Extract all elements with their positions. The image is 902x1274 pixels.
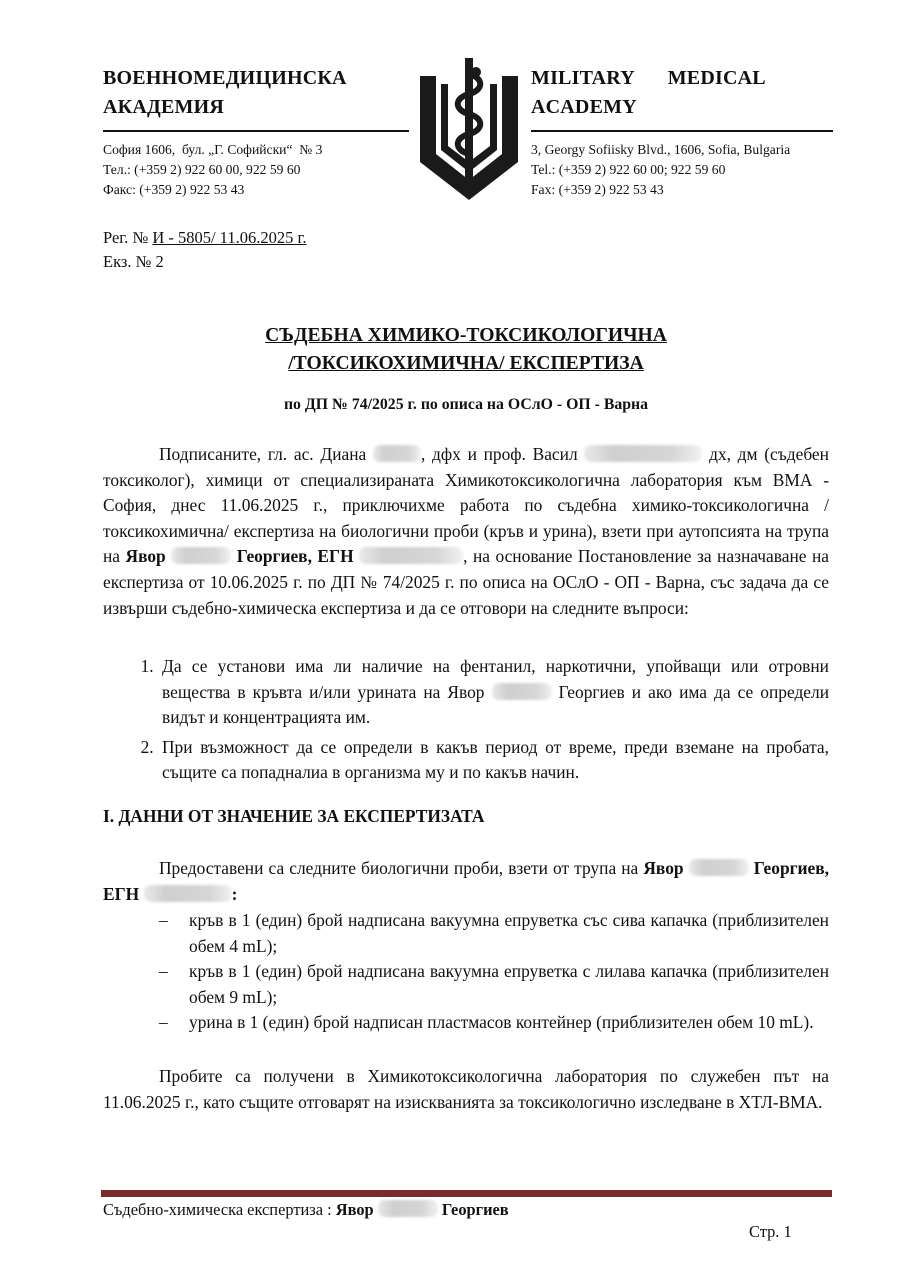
sample-item: – кръв в 1 (един) брой надписана вакуумна епруветка със сива капачка (приблизителен обем 4 mL); — [159, 910, 829, 956]
redacted-middle-name — [689, 859, 749, 876]
address-block-en: 3, Georgy Sofiisky Blvd., 1606, Sofia, Bulgaria Tel.: (+359 2) 922 60 00; 922 59 60 Fax: (+359 2) 922 53 43 — [531, 142, 791, 197]
intro-paragraph: Подписаните, гл. ас. Диана , дфх и проф. Васил дх, дм (съдебен токсиколог), химици от специализираната Химикотоксикологична лаборатория към ВМА - София, днес 11.06.2025 г., приключихме работа по съдебна химико-токсикологична /токсикохимична/ експертиза на биологични проби (кръв и урина), взети при аутопсията на трупа на Явор Георгиев, ЕГН , на основание Постановление за назначаване на експертиза от 10.06.2025 г. по ДП № 74/2025 г. по описа на ОСлО - ОП - Варна, със задача да се извърши съдебно-химическа експертиза и да се отговори на следните въпроси: — [103, 444, 829, 618]
header-rule-right — [531, 130, 833, 132]
copy-number: Екз. № 2 — [103, 252, 164, 271]
redacted-egn — [144, 885, 232, 902]
sample-item: – кръв в 1 (един) брой надписана вакуумна епруветка с лилава капачка (приблизителен обем 9 mL); — [159, 961, 829, 1007]
redacted-middle-name — [492, 683, 552, 700]
footer-divider — [101, 1190, 832, 1197]
redacted-surname — [584, 445, 702, 462]
sample-item: – урина в 1 (един) брой надписан пластмасов контейнер (приблизителен обем 10 mL). — [159, 1012, 814, 1033]
academy-name-bg: ВОЕННОМЕДИЦИНСКА АКАДЕМИЯ — [103, 67, 347, 118]
redacted-middle-name — [171, 547, 231, 564]
address-block-bg: София 1606, бул. „Г. Софийски“ № 3 Тел.: (+359 2) 922 60 00, 922 59 60 Факс: (+359 2) 922 53 43 — [103, 142, 323, 197]
registration-number: Рег. № И - 5805/ 11.06.2025 г. — [103, 228, 307, 247]
question-item: 1. Да се установи има ли наличие на фентанил, наркотични, упойващи или отровни вещества в кръвта и/или урината на Явор Георгиев и ако има да се определи видът и концентрацията им. — [158, 654, 829, 731]
redacted-middle-name — [378, 1200, 438, 1217]
caduceus-shield-emblem-icon — [414, 54, 524, 202]
section-heading: I. ДАННИ ОТ ЗНАЧЕНИЕ ЗА ЕКСПЕРТИЗАТА — [103, 806, 485, 826]
questions-list — [103, 654, 829, 786]
registration-block — [103, 226, 306, 274]
page-number: Стр. 1 — [749, 1222, 792, 1241]
header-rule-left — [103, 130, 409, 132]
document-subtitle: по ДП № 74/2025 г. по описа на ОСлО - ОП - Варна — [283, 396, 649, 413]
redacted-surname — [373, 445, 421, 462]
redacted-egn — [359, 547, 463, 564]
samples-lead-paragraph: Предоставени са следните биологични проби, взети от трупа на Явор Георгиев, ЕГН : — [103, 858, 829, 904]
samples-closing-paragraph: Пробите са получени в Химикотоксикологична лаборатория по служебен път на 11.06.2025 г., като същите отговарят на изискванията за токсикологично изследване в ХТЛ-ВМА. — [103, 1066, 829, 1112]
question-item: 2. При възможност да се определи в какъв период от време, преди вземане на пробата, същите са попадналиа в организма му и по какъв начин. — [158, 735, 829, 786]
academy-name-en: MILITARY MEDICAL ACADEMY — [531, 67, 766, 118]
footer-caption: Съдебно-химическа експертиза : Явор Георгиев — [103, 1200, 509, 1219]
samples-list — [103, 908, 829, 1036]
document-title: СЪДЕБНА ХИМИКО-ТОКСИКОЛОГИЧНА /ТОКСИКОХИМИЧНА/ ЕКСПЕРТИЗА — [265, 325, 667, 374]
